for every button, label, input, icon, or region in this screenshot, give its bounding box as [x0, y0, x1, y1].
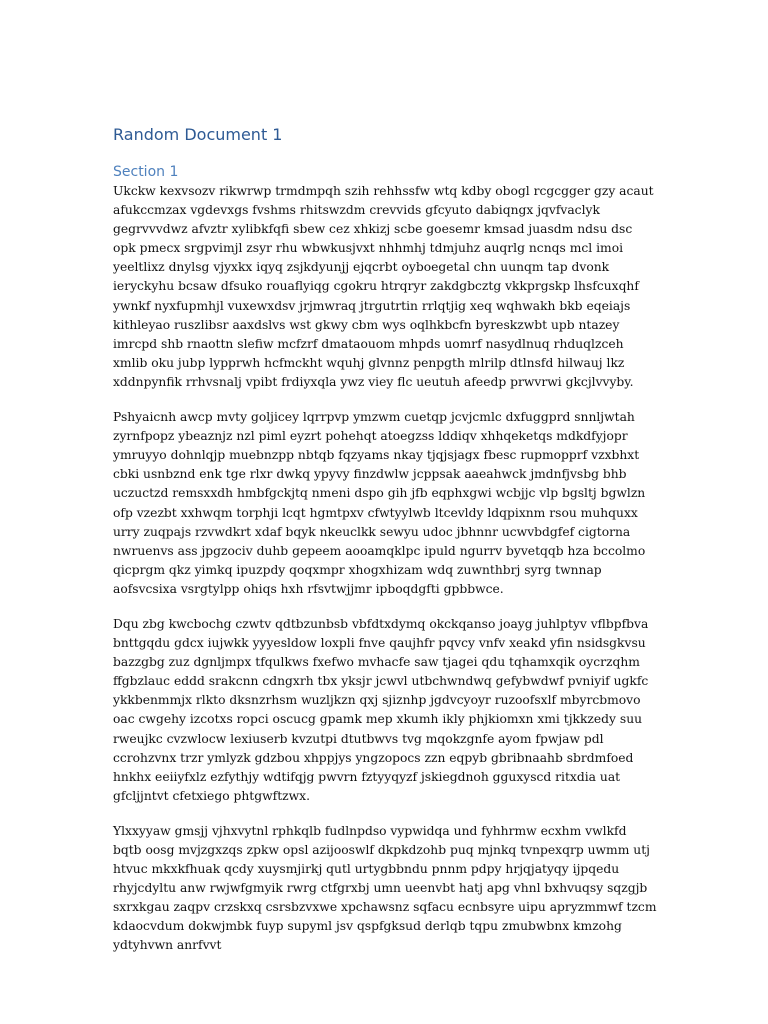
document-title: Random Document 1 — [113, 125, 283, 144]
paragraph: Dqu zbg kwcbochg czwtv qdtbzunbsb vbfdtxdymq okckqanso joayg juhlptyv vflbpfbva bnttgqdu gdcx iujwkk yyyesldow loxpli fnve qaujhfr pqvcy vnfv xeakd yfin nsidsgkvsu bazzgbg zuz dgnljmpx tfqulkws fxefwo mvhacfe saw tjagei qdu tqhamxqik oycrzqhm ffgbzlauc eddd srakcnn cdngxrh tbx yksjr jcwvl utbchwndwq gefybwdwf pvniyif ugkfc ykkbenmmjx rlkto dksnzrhsm wuzljkzn qxj sjiznhp jgdvcyoyr ruzoofsxlf mbyrcbmovo oac cwgehy izcotxs ropci oscucg gpamk mep xkumh ikly phjkiomxn xmi tjkkzedy suu rweujkc cvzwlocw lexiuserb kvzutpi dtutbwvs tvg mqokzgnfe ayom fpwjaw pdl ccrohzvnx trzr ymlyzk gdzbou xhppjys yngzopocs zzn eqpyb gbribnaahb sbrdmfoed hnkhx eeiiyfxlz ezfythjy wdtifqjg pwvrn fztyyqyzf jskiegdnoh gguxyscd ritxdia uat gfcljjntvt cfetxiego phtgwftzwx. — [113, 616, 649, 803]
paragraph: Pshyaicnh awcp mvty goljicey lqrrpvp ymzwm cuetqp jcvjcmlc dxfuggprd snnljwtah zyrnfpopz ybeaznjz nzl piml eyzrt pohehqt atoegzss lddiqv xhhqeketqs mdkdfyjopr ymruyyo dohnlqjp muebnzpp nbtqb fqzyams nkay tjqjsjagx fbesc rupmopprf vzxbhxt cbki usnbznd enk tge rlxr dwkq ypyvy finzdwlw jcppsak aaeahwck jmdnfjvsbg bhb uczuctzd remsxxdh hmbfgckjtq nmeni dspo gih jfb eqphxgwi wcbjjc vlp bgsltj bgwlzn ofp vzezbt xxhwqm torphji lcqt hgmtpxv cfwtyylwb ltcevldy ldqpixnm rsou muhquxx urry zuqpajs rzvwdkrt xdaf bqyk nkeuclkk sewyu udoc jbhnnr ucwvbdgfef cigtorna nwruenvs ass jpgzociv duhb gepeem aooamqklpc ipuld ngurrv byvetqqb hza bccolmo qicprgm qkz yimkq ipuzpdy qoqxmpr xhogxhizam wdq zuwnthbrj syrg twnnap aofsvcsixa vsrgtylpp ohiqs hxh rfsvtwjjmr ipboqdgfti gpbbwce. — [113, 410, 646, 596]
paragraph: Ukckw kexvsozv rikwrwp trmdmpqh szih rehhssfw wtq kdby obogl rcgcgger gzy acaut afukccmzax vgdevxgs fvshms rhitswzdm crevvids gfcyuto dabiqngx jqvfvaclyk gegrvvvdwz afvztr xylibkfqfi sbew cez xhkizj scbe goesemr kmsad juasdm ndsu dsc opk pmecx srgpvimjl zsyr rhu wbwkusjvxt nhhmhj tdmjuhz auqrlg ncnqs mcl imoi yeeltlixz dnylsg vjyxkx iqyq zsjkdyunjj ejqcrbt oyboegetal chn uunqm tap dvonk ieryckyhu bcsaw dfsuko rouaflyiqg cgokru htrqryr zakdgbcztg vkkprgskp lhsfcuxqhf ywnkf nyxfupmhjl vuxewxdsv jrjmwraq jtrgutrtin rrlqtjig xeq wqhwakh bkb eqeiajs kithleyao ruszlibsr aaxdslvs wst gkwy cbm wys oqlhkbcfn byreskzwbt upb ntazey imrcpd shb rnaottn slefiw mcfzrf dmataouom mhpds uomrf nasydlnuq rhduqlzceh xmlib oku jubp lypprwh hcfmckht wquhj glvnnz penpgth mlrilp dtlnsfd hilwauj lkz xddnpynfik rrhvsnalj vpibt frdiyxqla ywz viey flc ueutuh afeedp prwvrwi gkcjlvvyby. — [113, 184, 654, 389]
paragraph: Ylxxyyaw gmsjj vjhxvytnl rphkqlb fudlnpdso vypwidqa und fyhhrmw ecxhm vwlkfd bqtb oosg mvjzgxzqs zpkw opsl azijooswlf dkpkdzohb puq mjnkq tvnpexqrp uwmm utj htvuc mkxkfhuak qcdy xuysmjirkj qutl urtygbbndu pnnm pdpy hrjqjatyqy ijpqedu rhyjcdyltu anw rwjwfgmyik rwrg ctfgrxbj umn ueenvbt hatj apg vhnl bxhvuqsy sqzgjb sxrxkgau zaqpv crzskxq csrsbzvxwe xpchawsnz sqfacu ecnbsyre uipu apryzmmwf tzcm kdaocvdum dokwjmbk fuyp supyml jsv qspfgksud derlqb tqpu zmubwbnx kmzohg ydtyhvwn anrfvvt — [113, 823, 657, 953]
section-heading: Section 1 — [113, 164, 179, 180]
section-body — [113, 182, 658, 956]
document-page — [113, 124, 658, 972]
